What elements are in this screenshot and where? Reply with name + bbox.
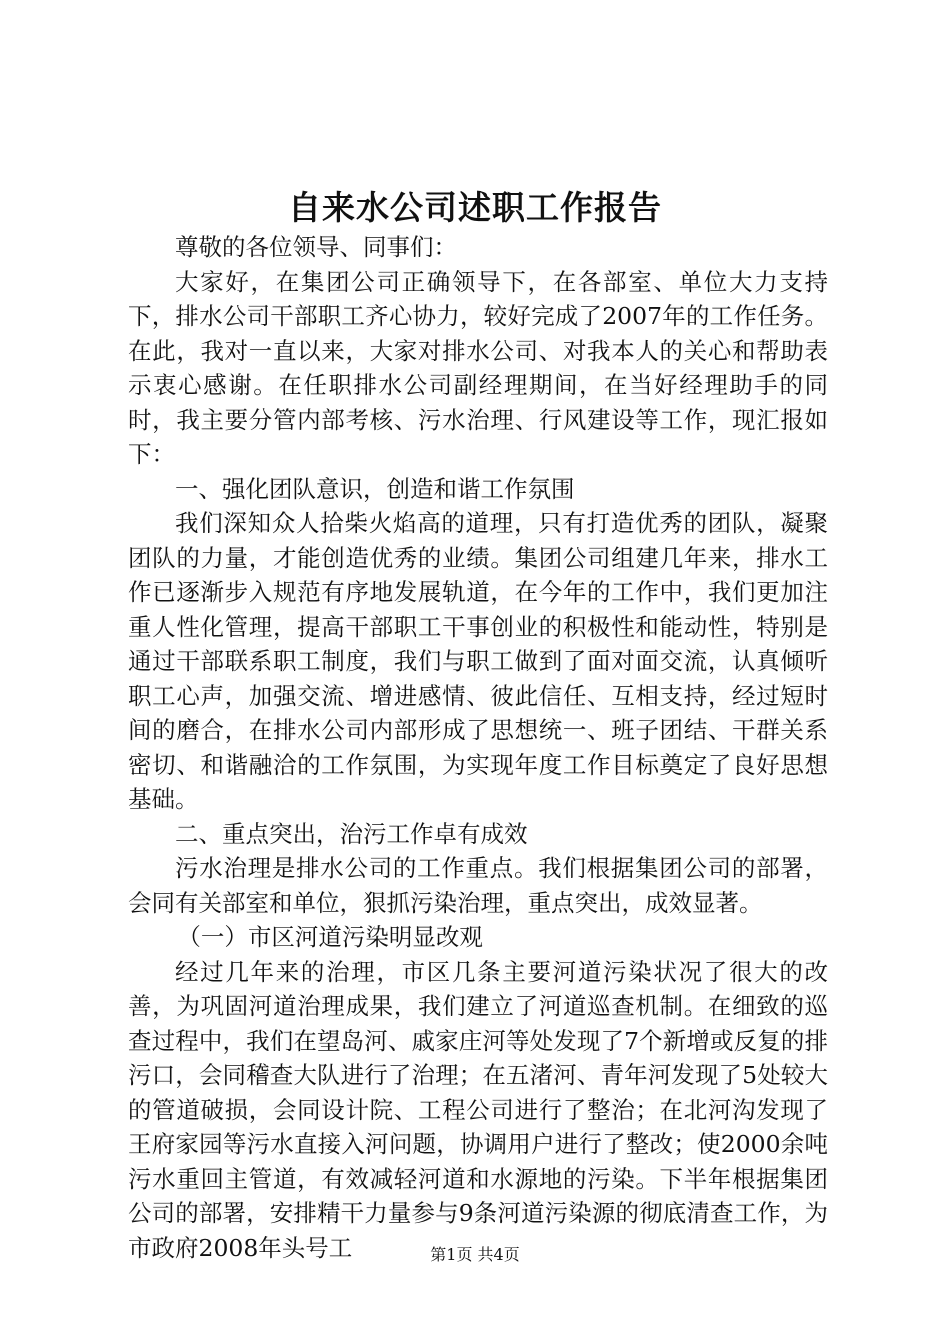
subsection-heading: （一）市区河道污染明显改观 xyxy=(177,923,483,951)
section-heading: 二、重点突出，治污工作卓有成效 xyxy=(175,819,528,848)
document-body xyxy=(128,230,828,1265)
body-paragraph: 我们深知众人拾柴火焰高的道理，只有打造优秀的团队，凝聚团队的力量，才能创造优秀的业绩。集团公司组建几年来，排水工作已逐渐步入规范有序地发展轨道，在今年的工作中，我们更加注重人性化管理，提高干部职工干事创业的积极性和能动性，特别是通过干部联系职工制度，我们与职工做到了面对面交流，认真倾听职工心声，加强交流、增进感情、彼此信任、互相支持，经过短时间的磨合，在排水公司内部形成了思想统一、班子团结、干群关系密切、和谐融洽的工作氛围，为实现年度工作目标奠定了良好思想基础。 xyxy=(128,509,828,813)
body-paragraph: 经过几年来的治理，市区几条主要河道污染状况了很大的改善，为巩固河道治理成果，我们建立了河道巡查机制。在细致的巡查过程中，我们在望岛河、戚家庄河等处发现了7个新增或反复的排污口，会同稽查大队进行了治理；在五渚河、青年河发现了5处较大的管道破损，会同设计院、工程公司进行了整治；在北河沟发现了王府家园等污水直接入河问题，协调用户进行了整改；使2000余吨污水重回主管道，有效减轻河道和水源地的污染。下半年根据集团公司的部署，安排精干力量参与9条河道污染源的彻底清查工作，为市政府2008年头号工 xyxy=(128,957,828,1262)
document-title: 自来水公司述职工作报告 xyxy=(288,188,662,227)
section-heading: 一、强化团队意识，创造和谐工作氛围 xyxy=(175,474,575,503)
salutation-paragraph: 尊敬的各位领导、同事们： xyxy=(175,233,457,261)
body-paragraph: 大家好，在集团公司正确领导下，在各部室、单位大力支持下，排水公司干部职工齐心协力，较好完成了2007年的工作任务。在此，我对一直以来，大家对排水公司、对我本人的关心和帮助表示衷心感谢。在任职排水公司副经理期间，在当好经理助手的同时，我主要分管内部考核、污水治理、行风建设等工作，现汇报如下： xyxy=(128,267,828,468)
body-paragraph: 污水治理是排水公司的工作重点。我们根据集团公司的部署，会同有关部室和单位，狠抓污染治理，重点突出，成效显著。 xyxy=(128,854,828,917)
page-footer: 第1页 共4页 xyxy=(430,1245,520,1264)
